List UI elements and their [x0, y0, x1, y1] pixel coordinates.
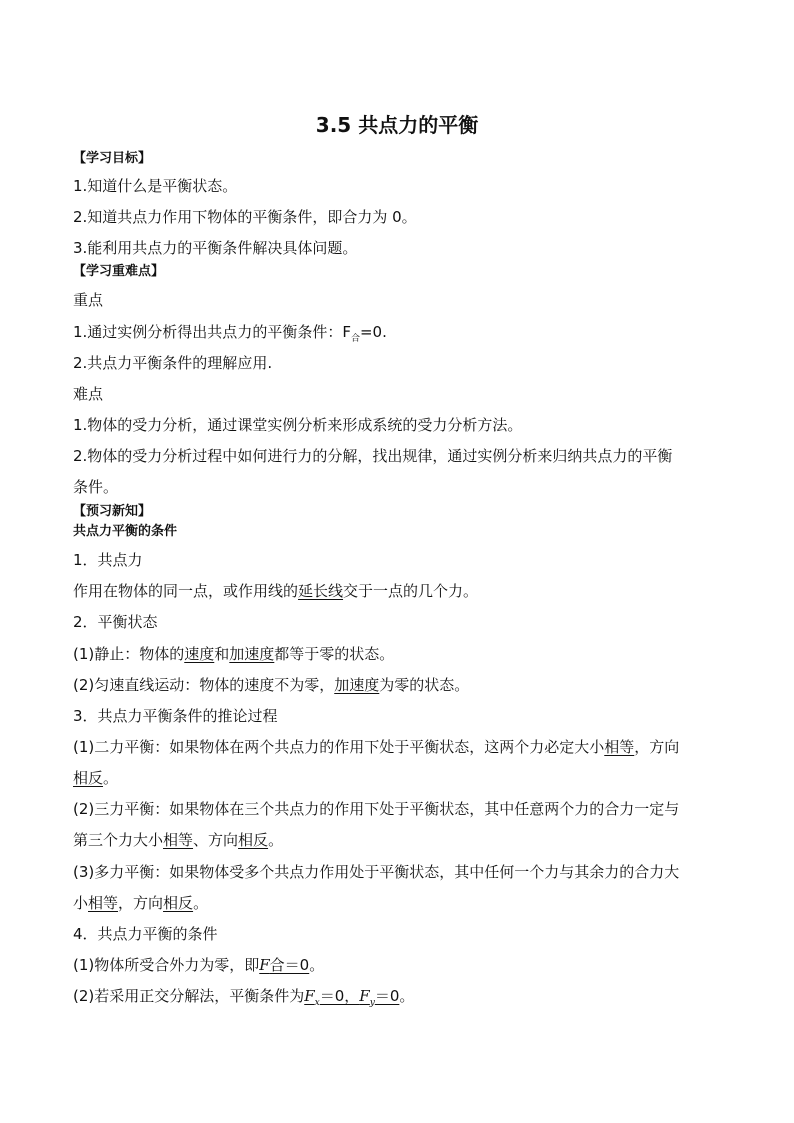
- s3-3-mid: ，方向: [118, 894, 164, 912]
- page-title: 3.5 共点力的平衡: [315, 113, 479, 137]
- s4-2-post: 。: [399, 987, 415, 1005]
- s2-1-u1: 速度: [184, 645, 215, 663]
- s4-1-F: F: [259, 956, 270, 974]
- key-item-1-text: 1.通过实例分析得出共点力的平衡条件：F: [73, 323, 351, 341]
- key-item-2: 2.共点力平衡条件的理解应用.: [73, 354, 273, 372]
- s4-2-eq1: ＝0，: [319, 987, 360, 1005]
- s1-underlined: 延长线: [298, 582, 344, 600]
- preview-header: 【预习新知】: [73, 504, 152, 519]
- key-item-1-end: =0.: [359, 323, 387, 341]
- goal-item-3: 3.能利用共点力的平衡条件解决具体问题。: [73, 239, 358, 257]
- s4-2-F1: F: [304, 987, 315, 1005]
- key-item-1: [73, 322, 723, 349]
- s4-1-pre: (1)物体所受合外力为零，即: [73, 956, 260, 974]
- section-3-item-1-line-2: [73, 768, 723, 788]
- section-4-title: 4．共点力平衡的条件: [73, 925, 218, 943]
- s2-1-post: 都等于零的状态。: [274, 645, 395, 663]
- s3-3-pre: 小: [73, 894, 89, 912]
- s4-1-rest: 合＝0: [269, 956, 310, 974]
- section-3-item-2-line-2: [73, 830, 723, 850]
- goal-item-1: 1.知道什么是平衡状态。: [73, 177, 238, 195]
- s4-2-sub-y: y: [369, 998, 375, 1008]
- section-2-title: 2．平衡状态: [73, 613, 158, 631]
- section-1-text: [73, 581, 723, 601]
- s3-2-u1: 相等: [163, 831, 194, 849]
- difficult-item-2-line-2: 条件。: [73, 478, 119, 496]
- s2-1-pre: (1)静止：物体的: [73, 645, 185, 663]
- key-item-1-sub: 合: [350, 334, 360, 344]
- s2-2-pre: (2)匀速直线运动：物体的速度不为零，: [73, 676, 335, 694]
- s3-1-pre: (1)二力平衡：如果物体在两个共点力的作用下处于平衡状态，这两个力必定大小: [73, 738, 605, 756]
- s1-pre: 作用在物体的同一点，或作用线的: [73, 582, 299, 600]
- section-3-item-3-line-1: (3)多力平衡：如果物体受多个共点力作用处于平衡状态，其中任何一个力与其余力的合力大: [73, 863, 680, 881]
- section-3-title: 3．共点力平衡条件的推论过程: [73, 707, 278, 725]
- section-3-item-1-line-1: [73, 737, 723, 757]
- difficult-label: 难点: [73, 385, 104, 403]
- s2-1-mid: 和: [214, 645, 230, 663]
- s1-post: 交于一点的几个力。: [343, 582, 479, 600]
- s2-1-u2: 加速度: [229, 645, 275, 663]
- section-4-item-1: [73, 955, 723, 975]
- s2-2-post: 为零的状态。: [379, 676, 470, 694]
- s3-1-post: 。: [103, 769, 119, 787]
- goal-item-2: 2.知道共点力作用下物体的平衡条件，即合力为 0。: [73, 208, 417, 226]
- section-4-item-2: [73, 986, 723, 1013]
- s3-1-u1: 相等: [604, 738, 635, 756]
- section-1-title: 1．共点力: [73, 551, 143, 569]
- difficult-item-1: 1.物体的受力分析，通过课堂实例分析来形成系统的受力分析方法。: [73, 416, 523, 434]
- section-2-item-1: [73, 644, 723, 664]
- s4-2-pre: (2)若采用正交分解法，平衡条件为: [73, 987, 305, 1005]
- s3-3-post: 。: [193, 894, 209, 912]
- s3-3-u1: 相等: [88, 894, 119, 912]
- preview-subheader: 共点力平衡的条件: [73, 524, 178, 539]
- s4-1-formula: [259, 956, 309, 974]
- s3-2-mid: 、方向: [193, 831, 239, 849]
- s4-1-post: 。: [309, 956, 325, 974]
- s3-1-mid: ，方向: [634, 738, 680, 756]
- goals-header: 【学习目标】: [73, 151, 152, 166]
- s3-1-u2: 相反: [73, 769, 104, 787]
- difficult-item-2-line-1: 2.物体的受力分析过程中如何进行力的分解，找出规律，通过实例分析来归纳共点力的平衡: [73, 447, 673, 465]
- s4-2-formula: [304, 987, 400, 1008]
- section-2-item-2: [73, 675, 723, 695]
- s3-3-u2: 相反: [163, 894, 194, 912]
- s4-2-sub-x: x: [314, 998, 320, 1008]
- s4-2-F2: F: [359, 987, 370, 1005]
- s2-2-u: 加速度: [334, 676, 380, 694]
- section-3-item-3-line-2: [73, 893, 723, 913]
- keypoints-header: 【学习重难点】: [73, 264, 165, 279]
- s3-2-u2: 相反: [238, 831, 269, 849]
- key-label: 重点: [73, 291, 104, 309]
- s4-2-eq2: ＝0: [374, 987, 400, 1005]
- section-3-item-2-line-1: (2)三力平衡：如果物体在三个共点力的作用下处于平衡状态，其中任意两个力的合力一定与: [73, 800, 680, 818]
- s3-2-pre: 第三个力大小: [73, 831, 164, 849]
- s3-2-post: 。: [268, 831, 284, 849]
